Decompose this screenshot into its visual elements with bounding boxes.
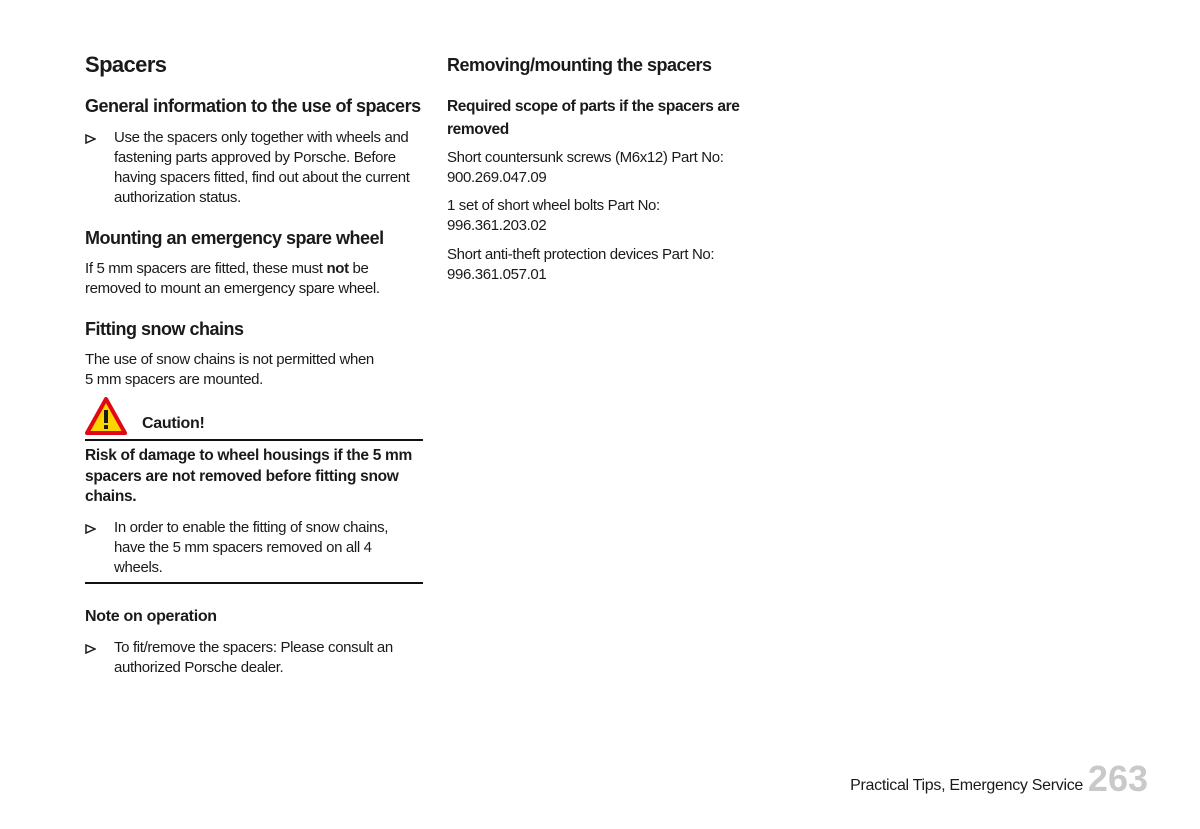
caution-bullet bbox=[85, 518, 425, 578]
snow-chains-heading: Fitting snow chains bbox=[85, 319, 244, 339]
page-number: 263 bbox=[1087, 758, 1148, 799]
caution-bullet-text: In order to enable the fitting of snow chains, have the 5 mm spacers removed on all 4 wheels. bbox=[114, 519, 389, 576]
removing-heading: Removing/mounting the spacers bbox=[447, 55, 712, 75]
triangle-arrow-icon bbox=[85, 518, 97, 538]
part-desc: Short countersunk screws (M6x12) Part No: bbox=[447, 149, 724, 166]
footer-section-label: Practical Tips, Emergency Service bbox=[850, 777, 1083, 794]
general-info-bullet bbox=[85, 128, 425, 208]
snow-chains-line2: 5 mm spacers are mounted. bbox=[85, 371, 263, 388]
caution-bottom-rule bbox=[85, 582, 423, 584]
warning-triangle-icon bbox=[85, 397, 127, 435]
part-number: 996.361.203.02 bbox=[447, 217, 547, 234]
caution-label: Caution! bbox=[142, 415, 205, 432]
snow-chains-line1: The use of snow chains is not permitted when bbox=[85, 351, 374, 368]
note-bullet bbox=[85, 638, 425, 678]
part-item bbox=[447, 148, 724, 188]
part-desc: Short anti-theft protection devices Part No: bbox=[447, 246, 715, 263]
caution-warning-text: Risk of damage to wheel housings if the 5 mm spacers are not removed before fitting snow chains. bbox=[85, 447, 412, 505]
general-info-text: Use the spacers only together with wheels and fastening parts approved by Porsche. Before having spacers fitted, find out about the current authorization status. bbox=[114, 129, 410, 206]
part-desc: 1 set of short wheel bolts Part No: bbox=[447, 197, 660, 214]
page-title: Spacers bbox=[85, 52, 167, 77]
note-heading: Note on operation bbox=[85, 608, 217, 625]
part-item bbox=[447, 196, 660, 236]
spare-text-part2: be removed to mount an emergency spare wheel. bbox=[85, 260, 380, 297]
scope-heading: Required scope of parts if the spacers are removed bbox=[447, 98, 740, 138]
part-number: 996.361.057.01 bbox=[447, 266, 547, 283]
spare-text-bold: not bbox=[326, 260, 349, 277]
snow-chains-text bbox=[85, 350, 425, 390]
note-bullet-text: To fit/remove the spacers: Please consult an authorized Porsche dealer. bbox=[114, 639, 393, 676]
spare-wheel-heading: Mounting an emergency spare wheel bbox=[85, 228, 384, 248]
spare-wheel-text bbox=[85, 259, 405, 299]
part-item bbox=[447, 245, 714, 285]
triangle-arrow-icon bbox=[85, 638, 97, 658]
triangle-arrow-icon bbox=[85, 128, 97, 148]
part-number: 900.269.047.09 bbox=[447, 169, 547, 186]
general-info-heading: General information to the use of spacers bbox=[85, 96, 421, 116]
spare-text-part1: If 5 mm spacers are fitted, these must bbox=[85, 260, 327, 277]
caution-top-rule bbox=[85, 439, 423, 441]
